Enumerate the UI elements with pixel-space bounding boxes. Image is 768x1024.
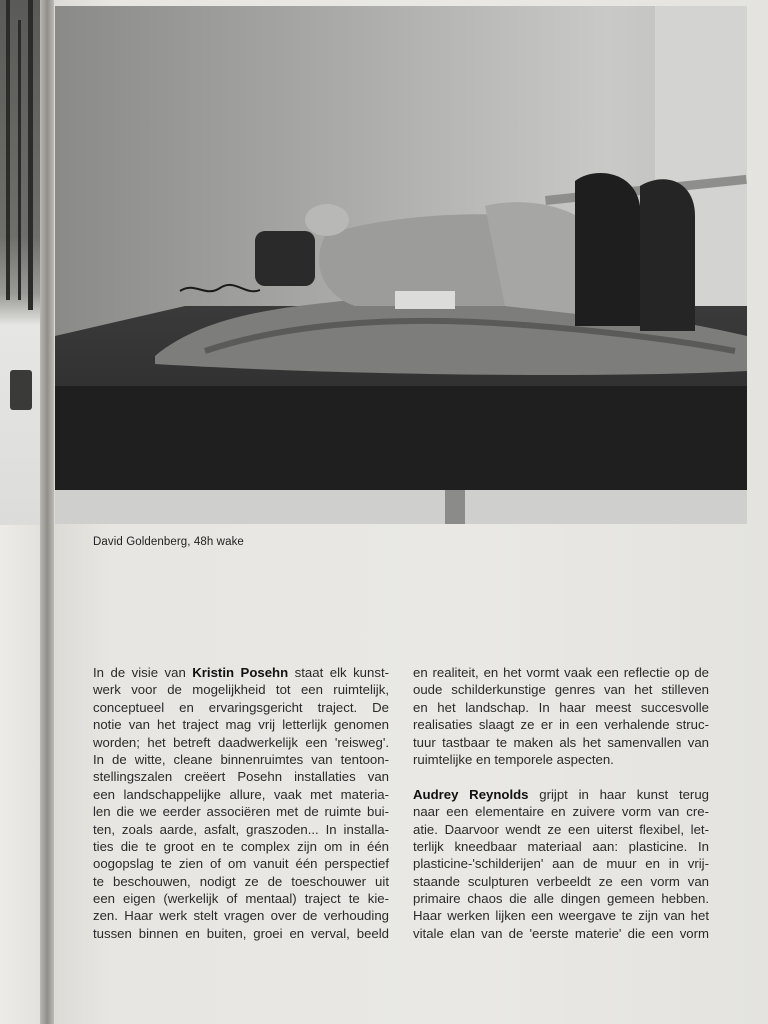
artist-name: Kristin Posehn — [192, 665, 289, 680]
text-line: worden; het betreft daadwerkelijk een 'reisweg'. — [93, 734, 389, 750]
text-line: tussen binnen en buiten, groei en verval, beeld — [93, 925, 389, 941]
text-line: Haar werken lijken een weergave te zijn van het — [413, 908, 709, 924]
text-line: staande sculpturen verbeeldt ze een vorm van — [413, 873, 709, 889]
text-line: realisaties slaagt ze er in een verhalende struc- — [413, 717, 709, 733]
text-line: ten, zoals aarde, asfalt, graszoden... In installa- — [93, 821, 389, 837]
text-line: te beschouwen, nodigt ze de toeschouwer uit — [93, 873, 389, 889]
text-line: atie. Daarvoor wendt ze een uiterst flexibel, let- — [413, 821, 709, 837]
text-column-right — [413, 664, 709, 942]
text-fragment: In de visie van — [93, 665, 193, 680]
artist-name: Audrey Reynolds — [413, 786, 529, 802]
text-column-left — [93, 664, 389, 942]
text-line: oogopslag te zien of om vanuit één perspectief — [93, 856, 389, 872]
text-fragment: staat elk kunst- — [288, 665, 390, 680]
text-line: ties die te groot en te complex zijn om in één — [93, 838, 389, 854]
text-line: een eigen (werkelijk of mentaal) traject te kie- — [93, 891, 389, 907]
text-line: ruimtelijke en temporele aspecten. — [413, 751, 614, 767]
text-line: tuur tastbaar te maken als het samenvallen van — [413, 734, 709, 750]
text-fragment: grijpt in haar kunst terug — [528, 786, 709, 802]
text-line: oude schilderkunstige genres van het stilleven — [413, 682, 709, 698]
text-line: en realiteit, en het vormt vaak een reflectie op de — [413, 665, 709, 680]
text-line: stellingszalen creëert Posehn installaties van — [93, 769, 389, 785]
text-line: vitale elan van de 'eerste materie' die een vorm — [413, 925, 709, 941]
text-line: plasticine-'schilderijen' aan de muur en in vrij- — [413, 856, 709, 872]
text-line: In de witte, cleane binnenruimtes van tentoon- — [93, 751, 389, 767]
text-line — [93, 664, 389, 681]
text-line: len die we eerder associëren met de ruimte bui- — [93, 804, 389, 820]
text-line: conceptueel en ervaringsgericht traject. De — [93, 699, 389, 715]
text-line — [413, 786, 709, 803]
text-line: terlijk kneedbaar materiaal aan: plasticine. In — [413, 838, 709, 854]
text-line: notie van het traject mag vrij letterlijk genomen — [93, 717, 389, 733]
text-line: zen. Haar werk stelt vragen over de verhouding — [93, 908, 389, 924]
facing-page-photo — [0, 0, 40, 525]
text-line: naar een elementaire en zuivere vorm van cre- — [413, 804, 709, 820]
text-line: en het landschap. In haar meest succesvolle — [413, 699, 709, 715]
photo-caption: David Goldenberg, 48h wake — [93, 536, 244, 548]
text-line: primaire chaos die alle dingen gemeen hebben. — [413, 891, 709, 907]
artwork-photo — [55, 6, 747, 524]
text-line: een landschappelijke allure, vaak met materia- — [93, 786, 389, 802]
text-line: werk voor de mogelijkheid tot een ruimtelijk, — [93, 682, 389, 698]
paragraph-gap — [413, 768, 709, 785]
